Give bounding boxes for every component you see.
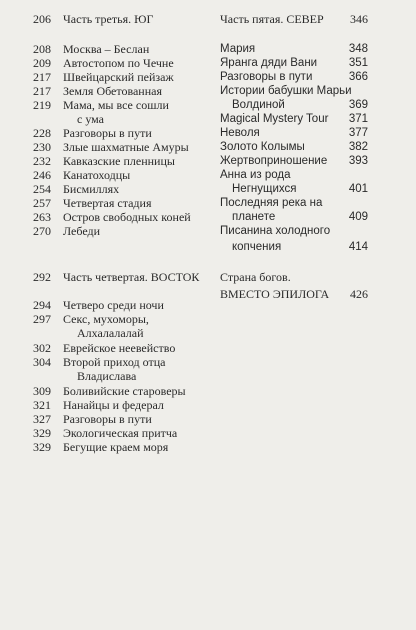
toc-page-number: 382 [348, 141, 368, 153]
toc-page-number: 257 [33, 196, 51, 210]
toc-entry-title: Золото Колымы [220, 141, 305, 153]
toc-page-number: 309 [33, 384, 51, 398]
toc-entry-title: Четвертая стадия [63, 196, 152, 210]
toc-page-number: 304 [33, 355, 51, 369]
toc-page-number: 209 [33, 56, 51, 70]
toc-page-number: 254 [33, 182, 51, 196]
toc-entry-title: Мама, мы все сошли [63, 98, 169, 112]
toc-page-number: 263 [33, 210, 51, 224]
toc-page-number: 297 [33, 312, 51, 326]
toc-entry-title-cont: с ума [77, 112, 105, 126]
toc-entry-title: Земля Обетованная [63, 84, 162, 98]
toc-page-number: 302 [33, 341, 51, 355]
toc-entry-title: Бегущие краем моря [63, 440, 169, 454]
toc-entry-title: Мария [220, 43, 256, 55]
toc-entry-title: Нанайцы и федерал [63, 398, 164, 412]
toc-entry-title-cont: Алхалалалай [77, 326, 144, 340]
toc-entry-title: Швейцарский пейзаж [63, 70, 174, 84]
toc-page-number: 426 [350, 287, 368, 301]
toc-page-number: 294 [33, 298, 51, 312]
toc-entry-title: Истории бабушки Марьи [220, 85, 352, 97]
toc-entry-title: Страна богов. [220, 270, 291, 284]
toc-entry-title: Разговоры в пути [220, 71, 313, 83]
toc-entry-title: Экологическая притча [63, 426, 178, 440]
toc-page-number: 217 [33, 84, 51, 98]
toc-entry-title: Кавказские пленницы [63, 154, 175, 168]
toc-entry-title: Еврейское неевейство [63, 341, 176, 355]
toc-entry-title: Яранга дяди Вани [220, 57, 318, 69]
toc-page-number: 270 [33, 224, 51, 238]
toc-page-number: 327 [33, 412, 51, 426]
toc-page-number: 217 [33, 70, 51, 84]
toc-page-number: 321 [33, 398, 51, 412]
toc-page-number: 230 [33, 140, 51, 154]
toc-entry-title: Канатоходцы [63, 168, 131, 182]
toc-entry-title: Magical Mystery Tour [220, 113, 329, 125]
toc-page-number: 348 [348, 43, 368, 55]
toc-page-number: 219 [33, 98, 51, 112]
toc-page-number: 228 [33, 126, 51, 140]
toc-entry-title: Бисмиллях [63, 182, 120, 196]
toc-entry-title: Четверо среди ночи [63, 298, 164, 312]
toc-entry-title-cont: Владислава [77, 369, 137, 383]
toc-page-number: 329 [33, 426, 51, 440]
toc-page-number: 371 [348, 113, 368, 125]
toc-entry-title: Второй приход отца [63, 355, 166, 369]
toc-entry-title: Злые шахматные Амуры [63, 140, 189, 154]
toc-page-number: 409 [348, 211, 368, 223]
toc-entry-title: Боливийские староверы [63, 384, 186, 398]
toc-entry-title: Последняя река на [220, 197, 323, 209]
toc-page-number: 329 [33, 440, 51, 454]
toc-page-number: 232 [33, 154, 51, 168]
toc-entry-title-cont: планете [232, 211, 276, 223]
toc-part-title: Часть четвертая. ВОСТОК [63, 270, 200, 284]
toc-entry-title-cont: копчения [232, 241, 282, 253]
toc-page-number: 377 [348, 127, 368, 139]
toc-entry-title: Разговоры в пути [63, 126, 152, 140]
toc-part-title: Часть третья. ЮГ [63, 12, 154, 26]
toc-part-title: Часть пятая. СЕВЕР [220, 12, 324, 26]
toc-page-number: 369 [348, 99, 368, 111]
toc-entry-title: Неволя [220, 127, 260, 139]
toc-page-number: 208 [33, 42, 51, 56]
toc-entry-title-cont: ВМЕСТО ЭПИЛОГА [220, 287, 330, 301]
toc-entry-title: Остров свободных коней [63, 210, 191, 224]
right-column [220, 0, 368, 630]
toc-entry-title: Лебеди [63, 224, 101, 238]
toc-entry-title-cont: Волдиной [232, 99, 285, 111]
toc-entry-title: Москва – Беслан [63, 42, 150, 56]
toc-page-number: 414 [348, 241, 368, 253]
toc-page-number: 401 [348, 183, 368, 195]
toc-page-number: 393 [348, 155, 368, 167]
toc-entry-title: Жертвоприношение [220, 155, 328, 167]
toc-page-number: 292 [33, 270, 51, 284]
toc-entry-title: Секс, мухоморы, [63, 312, 149, 326]
toc-entry-title: Автостопом по Чечне [63, 56, 174, 70]
toc-entry-title: Разговоры в пути [63, 412, 152, 426]
toc-page-number: 346 [350, 12, 368, 26]
toc-entry-title: Писанина холодного [220, 225, 331, 237]
toc-page-number: 246 [33, 168, 51, 182]
toc-page-number: 351 [348, 57, 368, 69]
toc-entry-title-cont: Негнущихся [232, 183, 297, 195]
toc-entry-title: Анна из рода [220, 169, 291, 181]
toc-page-number: 206 [33, 12, 51, 26]
toc-page-number: 366 [348, 71, 368, 83]
